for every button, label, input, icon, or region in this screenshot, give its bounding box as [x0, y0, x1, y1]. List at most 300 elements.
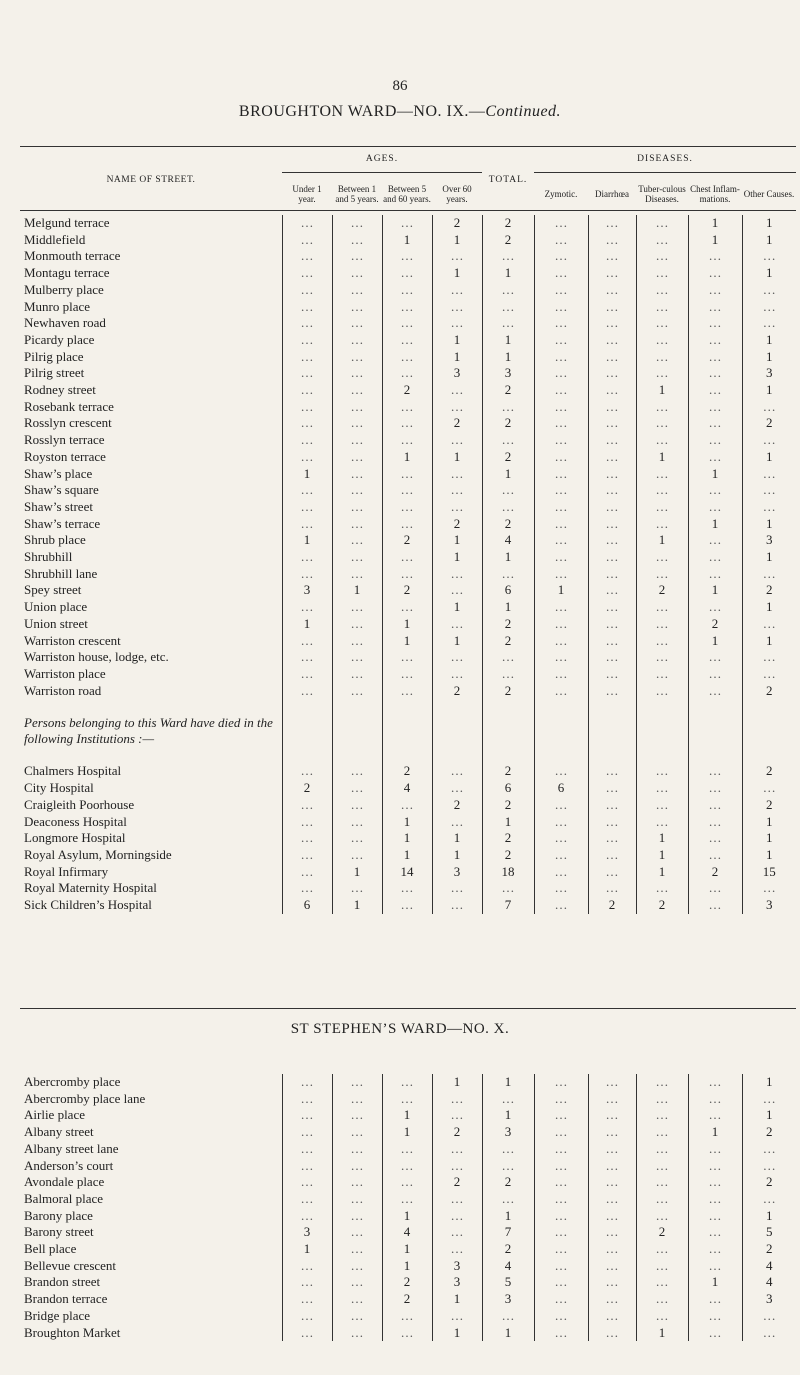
cell-value: … [332, 1258, 382, 1275]
cell-value: 1 [636, 382, 688, 399]
street-name: Albany street lane [24, 1140, 119, 1156]
cell-value: … [534, 666, 588, 683]
ward2-row [20, 1208, 796, 1225]
ward2-row [20, 1291, 796, 1308]
cell-value: … [432, 897, 482, 914]
cell-value: … [588, 365, 636, 382]
street-name: Balmoral place [24, 1190, 104, 1206]
cell-value: … [588, 1308, 636, 1325]
street-name: Newhaven road [24, 315, 106, 331]
street-name: Mulberry place [24, 281, 104, 297]
cell-value: … [688, 1158, 742, 1175]
cell-value: … [332, 1274, 382, 1291]
cell-value: 3 [482, 1124, 534, 1141]
cell-value: 2 [432, 215, 482, 232]
cell-value: … [636, 332, 688, 349]
cell-value: 1 [636, 1325, 688, 1342]
cell-value: … [588, 265, 636, 282]
cell-value: … [432, 666, 482, 683]
header-diseases: DISEASES. [534, 146, 796, 173]
header-chest: Chest Inflam-mations. [690, 183, 740, 204]
cell-value: … [588, 666, 636, 683]
cell-value: 1 [382, 449, 432, 466]
cell-value: 1 [282, 616, 332, 633]
cell-value: … [636, 633, 688, 650]
cell-value: … [432, 814, 482, 831]
cell-value: 18 [482, 864, 534, 881]
cell-value: … [282, 649, 332, 666]
cell-value: … [282, 399, 332, 416]
cell-value: … [588, 482, 636, 499]
cell-value: … [332, 499, 382, 516]
street-name: Longmore Hospital [24, 830, 126, 846]
cell-value: … [282, 1107, 332, 1124]
cell-value: … [688, 1208, 742, 1225]
cell-value: … [382, 566, 432, 583]
cell-value: … [382, 499, 432, 516]
cell-value: 2 [382, 763, 432, 780]
cell-value: … [282, 666, 332, 683]
cell-value: … [636, 248, 688, 265]
cell-value: … [636, 1291, 688, 1308]
cell-value: 3 [742, 365, 796, 382]
cell-value: … [742, 780, 796, 797]
cell-value: … [636, 1308, 688, 1325]
street-name: Royal Maternity Hospital [24, 880, 157, 896]
cell-value: … [688, 847, 742, 864]
cell-value: … [282, 282, 332, 299]
cell-value: 3 [482, 365, 534, 382]
cell-value: 1 [688, 1124, 742, 1141]
cell-value: … [588, 516, 636, 533]
cell-value: 1 [432, 549, 482, 566]
cell-value: 3 [482, 1291, 534, 1308]
cell-value: … [282, 599, 332, 616]
cell-value: … [742, 1308, 796, 1325]
cell-value: 3 [282, 582, 332, 599]
cell-value: 2 [382, 532, 432, 549]
cell-value: … [482, 649, 534, 666]
cell-value: … [382, 1174, 432, 1191]
cell-value: … [332, 830, 382, 847]
cell-value: … [588, 215, 636, 232]
cell-value: … [382, 880, 432, 897]
cell-value: … [588, 780, 636, 797]
cell-value: 1 [742, 516, 796, 533]
cell-value: … [432, 482, 482, 499]
street-name: Barony place [24, 1207, 93, 1223]
cell-value: 1 [332, 864, 382, 881]
cell-value: 2 [482, 1241, 534, 1258]
cell-value: … [636, 549, 688, 566]
cell-value: 2 [432, 516, 482, 533]
cell-value: 1 [742, 847, 796, 864]
cell-value: … [588, 1174, 636, 1191]
cell-value: … [432, 1308, 482, 1325]
cell-value: 2 [742, 1124, 796, 1141]
cell-value: … [382, 482, 432, 499]
cell-value: … [742, 1091, 796, 1108]
institution-row [20, 780, 796, 797]
street-name: Union place [24, 599, 88, 615]
ward1-row [20, 415, 796, 432]
cell-value: … [636, 649, 688, 666]
cell-value: 5 [482, 1274, 534, 1291]
header-1-to-5: Between 1 and 5 years. [335, 183, 379, 204]
cell-value: … [382, 415, 432, 432]
cell-value: … [282, 1308, 332, 1325]
cell-value: … [332, 1141, 382, 1158]
cell-value: 1 [688, 516, 742, 533]
cell-value: … [432, 1158, 482, 1175]
street-name: Anderson’s court [24, 1157, 114, 1173]
cell-value: … [636, 880, 688, 897]
street-name: Shaw’s square [24, 482, 99, 498]
cell-value: … [742, 315, 796, 332]
ward2-row [20, 1224, 796, 1241]
cell-value: … [742, 248, 796, 265]
street-name: Royston terrace [24, 448, 106, 464]
cell-value: 2 [742, 763, 796, 780]
cell-value: … [382, 1325, 432, 1342]
cell-value: … [282, 814, 332, 831]
cell-value: 2 [742, 797, 796, 814]
ward1-row [20, 299, 796, 316]
street-name: Rosebank terrace [24, 398, 114, 414]
cell-value: 1 [432, 449, 482, 466]
cell-value: … [382, 649, 432, 666]
header-tuberculous: Tuber-culous Diseases. [638, 183, 686, 204]
cell-value: 1 [432, 847, 482, 864]
cell-value: 1 [432, 1291, 482, 1308]
ward1-row [20, 599, 796, 616]
cell-value: … [382, 466, 432, 483]
cell-value: 2 [482, 215, 534, 232]
cell-value: … [282, 1141, 332, 1158]
cell-value: 3 [432, 1274, 482, 1291]
cell-value: 1 [382, 847, 432, 864]
cell-value: 1 [432, 830, 482, 847]
cell-value: 3 [432, 1258, 482, 1275]
cell-value: … [332, 332, 382, 349]
cell-value: 6 [534, 780, 588, 797]
cell-value: 1 [432, 265, 482, 282]
ward1-row [20, 566, 796, 583]
cell-value: … [432, 466, 482, 483]
cell-value: … [382, 332, 432, 349]
cell-value: … [588, 1258, 636, 1275]
cell-value: … [688, 599, 742, 616]
cell-value: 1 [382, 1107, 432, 1124]
cell-value: … [282, 880, 332, 897]
street-name: Craigleith Poorhouse [24, 796, 135, 812]
cell-value: … [432, 880, 482, 897]
cell-value: … [636, 666, 688, 683]
cell-value: … [382, 265, 432, 282]
cell-value: … [636, 1191, 688, 1208]
institution-row [20, 897, 796, 914]
cell-value: … [688, 1141, 742, 1158]
ward1-row [20, 232, 796, 249]
cell-value: … [534, 349, 588, 366]
ward1-row [20, 265, 796, 282]
cell-value: 1 [482, 1107, 534, 1124]
cell-value: 1 [382, 814, 432, 831]
cell-value: … [282, 1325, 332, 1342]
cell-value: 1 [688, 232, 742, 249]
cell-value: … [534, 265, 588, 282]
cell-value: … [282, 633, 332, 650]
cell-value: … [534, 616, 588, 633]
cell-value: … [534, 1258, 588, 1275]
street-name: Avondale place [24, 1174, 105, 1190]
cell-value: … [382, 349, 432, 366]
cell-value: … [742, 1191, 796, 1208]
cell-value: … [588, 1208, 636, 1225]
cell-value: … [688, 814, 742, 831]
cell-value: … [332, 482, 382, 499]
cell-value: … [332, 549, 382, 566]
cell-value: 1 [742, 830, 796, 847]
street-name: Middlefield [24, 231, 86, 247]
cell-value: … [332, 265, 382, 282]
cell-value: … [534, 299, 588, 316]
ward2-row [20, 1107, 796, 1124]
cell-value: 4 [742, 1274, 796, 1291]
cell-value: … [636, 499, 688, 516]
cell-value: … [534, 1074, 588, 1091]
cell-value: … [688, 532, 742, 549]
cell-value: … [482, 399, 534, 416]
cell-value: … [482, 1158, 534, 1175]
cell-value: 1 [482, 1074, 534, 1091]
cell-value: … [332, 1291, 382, 1308]
cell-value: … [588, 830, 636, 847]
cell-value: … [636, 1258, 688, 1275]
cell-value: … [636, 299, 688, 316]
cell-value: 2 [482, 683, 534, 700]
cell-value: 1 [742, 599, 796, 616]
cell-value: … [482, 880, 534, 897]
cell-value: 3 [432, 365, 482, 382]
cell-value: … [534, 814, 588, 831]
cell-value: … [588, 797, 636, 814]
cell-value: 2 [742, 683, 796, 700]
cell-value: … [588, 549, 636, 566]
cell-value: … [588, 332, 636, 349]
ward2-row [20, 1258, 796, 1275]
cell-value: … [332, 415, 382, 432]
street-name: Bridge place [24, 1307, 91, 1323]
cell-value: … [742, 299, 796, 316]
cell-value: … [588, 847, 636, 864]
cell-value: … [282, 482, 332, 499]
street-name: Abercromby place [24, 1074, 121, 1089]
cell-value: 1 [742, 232, 796, 249]
cell-value: 1 [482, 599, 534, 616]
cell-value: … [688, 1241, 742, 1258]
cell-value: 2 [432, 683, 482, 700]
street-name: Shaw’s terrace [24, 515, 101, 531]
cell-value: 2 [382, 382, 432, 399]
cell-value: … [534, 1141, 588, 1158]
cell-value: … [382, 1158, 432, 1175]
cell-value: … [282, 797, 332, 814]
cell-value: … [688, 415, 742, 432]
cell-value: … [482, 1308, 534, 1325]
cell-value: 1 [742, 1107, 796, 1124]
cell-value: … [688, 265, 742, 282]
cell-value: … [382, 1074, 432, 1091]
cell-value: 1 [432, 232, 482, 249]
cell-value: … [588, 248, 636, 265]
cell-value: … [332, 382, 382, 399]
cell-value: … [688, 1325, 742, 1342]
cell-value: … [534, 847, 588, 864]
cell-value: … [688, 880, 742, 897]
cell-value: 1 [636, 532, 688, 549]
ward1-row [20, 516, 796, 533]
cell-value: … [688, 299, 742, 316]
ward2-row [20, 1174, 796, 1191]
street-name: Rosslyn terrace [24, 432, 105, 448]
cell-value: … [588, 1191, 636, 1208]
cell-value: … [332, 232, 382, 249]
cell-value: … [432, 315, 482, 332]
cell-value: … [688, 666, 742, 683]
cell-value: … [636, 763, 688, 780]
street-name: Royal Infirmary [24, 863, 109, 879]
cell-value: … [282, 566, 332, 583]
cell-value: 1 [382, 830, 432, 847]
cell-value: … [534, 1174, 588, 1191]
cell-value: … [588, 566, 636, 583]
cell-value: 1 [482, 349, 534, 366]
cell-value: 1 [636, 864, 688, 881]
st-stephens-ward-title: ST STEPHEN’S WARD—NO. X. [290, 1021, 510, 1037]
cell-value: … [282, 265, 332, 282]
cell-value: 1 [742, 265, 796, 282]
street-name: Warriston crescent [24, 632, 121, 648]
cell-value: 5 [742, 1224, 796, 1241]
cell-value: … [482, 666, 534, 683]
cell-value: … [534, 365, 588, 382]
ward1-row [20, 248, 796, 265]
cell-value: … [534, 215, 588, 232]
cell-value: 2 [432, 415, 482, 432]
ward1-row [20, 616, 796, 633]
ward1-row [20, 449, 796, 466]
cell-value: 2 [588, 897, 636, 914]
cell-value: … [332, 315, 382, 332]
institution-row [20, 797, 796, 814]
cell-value: … [482, 282, 534, 299]
cell-value: … [332, 466, 382, 483]
cell-value: … [742, 499, 796, 516]
cell-value: … [332, 1224, 382, 1241]
street-name: Rodney street [24, 382, 96, 398]
cell-value: … [534, 880, 588, 897]
cell-value: … [432, 1091, 482, 1108]
cell-value: 1 [636, 847, 688, 864]
cell-value: … [534, 466, 588, 483]
cell-value: … [588, 880, 636, 897]
ward2-row [20, 1241, 796, 1258]
st-stephens-ward-table [20, 1074, 796, 1341]
cell-value: … [534, 415, 588, 432]
street-name: Broughton Market [24, 1324, 121, 1340]
cell-value: … [534, 683, 588, 700]
ward1-row [20, 466, 796, 483]
cell-value: … [588, 232, 636, 249]
cell-value: … [742, 616, 796, 633]
cell-value: 7 [482, 1224, 534, 1241]
cell-value: … [382, 299, 432, 316]
cell-value: 3 [742, 1291, 796, 1308]
cell-value: … [332, 1107, 382, 1124]
cell-value: … [432, 616, 482, 633]
cell-value: 1 [382, 1124, 432, 1141]
cell-value: 1 [282, 466, 332, 483]
cell-value: … [282, 232, 332, 249]
cell-value: 1 [742, 814, 796, 831]
cell-value: 2 [432, 1174, 482, 1191]
cell-value: … [688, 499, 742, 516]
cell-value: … [282, 549, 332, 566]
ward1-row [20, 683, 796, 700]
cell-value: … [282, 499, 332, 516]
cell-value: … [742, 466, 796, 483]
cell-value: … [332, 1308, 382, 1325]
cell-value: … [588, 599, 636, 616]
cell-value: 2 [482, 797, 534, 814]
cell-value: 2 [482, 382, 534, 399]
cell-value: … [688, 830, 742, 847]
cell-value: 2 [636, 1224, 688, 1241]
cell-value: 1 [282, 532, 332, 549]
section-rule [20, 1008, 796, 1009]
cell-value: … [636, 1208, 688, 1225]
cell-value: … [636, 797, 688, 814]
street-name: Deaconess Hospital [24, 813, 127, 829]
cell-value: … [636, 482, 688, 499]
cell-value: … [282, 1158, 332, 1175]
cell-value: … [534, 532, 588, 549]
cell-value: … [742, 666, 796, 683]
cell-value: … [534, 1158, 588, 1175]
cell-value: … [432, 1241, 482, 1258]
cell-value: 1 [688, 582, 742, 599]
cell-value: … [588, 1141, 636, 1158]
cell-value: 1 [742, 633, 796, 650]
cell-value: 1 [432, 1325, 482, 1342]
cell-value: … [382, 399, 432, 416]
cell-value: … [282, 1208, 332, 1225]
cell-value: … [332, 516, 382, 533]
street-name: Barony street [24, 1224, 94, 1240]
cell-value: … [588, 415, 636, 432]
cell-value: … [282, 1091, 332, 1108]
cell-value: 2 [432, 797, 482, 814]
cell-value: … [332, 532, 382, 549]
cell-value: 6 [482, 582, 534, 599]
cell-value: … [432, 399, 482, 416]
cell-value: … [382, 432, 432, 449]
street-name: Sick Children’s Hospital [24, 897, 152, 913]
cell-value: … [588, 1091, 636, 1108]
cell-value: 1 [742, 449, 796, 466]
ward1-row [20, 532, 796, 549]
